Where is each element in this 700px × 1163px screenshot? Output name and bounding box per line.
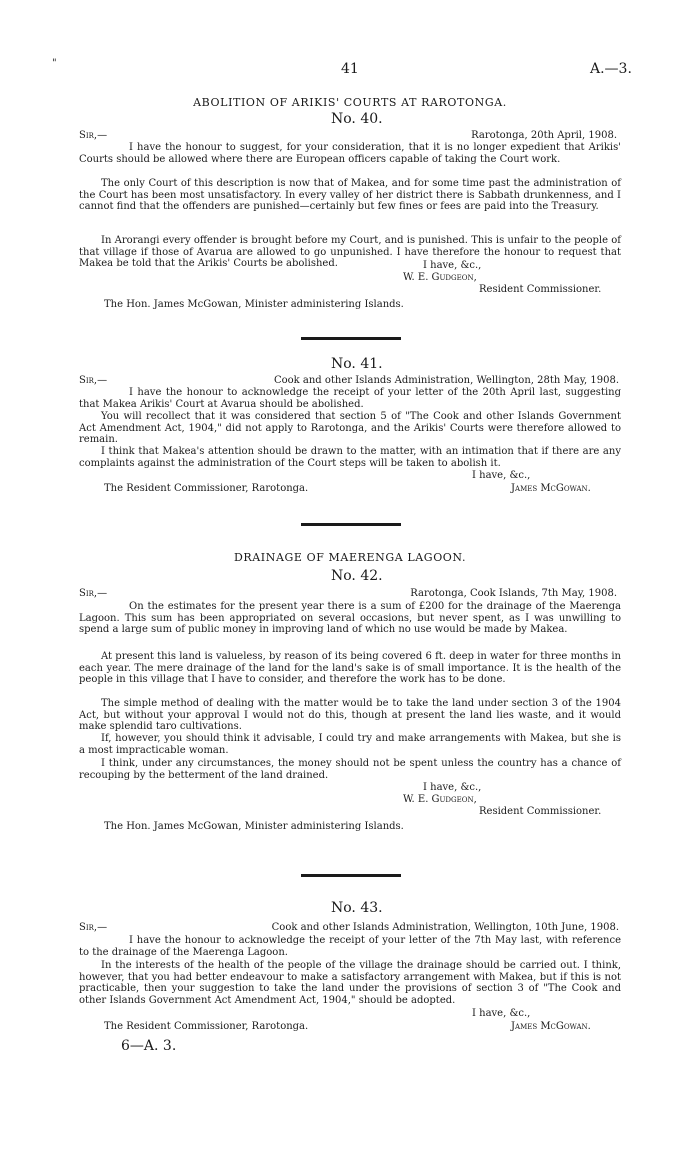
closing: I have, &c., bbox=[472, 1008, 531, 1019]
paragraph: At present this land is valueless, by reason of its being covered 6 ft. deep in water for three months in each year. The mere drainage of the land for the land's sake is of small importance. It is the health of the people in this village that I have to consider, and therefore the work has to be done. bbox=[79, 651, 621, 686]
addressee: The Resident Commissioner, Rarotonga. bbox=[104, 1021, 309, 1032]
dateline: Cook and other Islands Administration, Wellington, 10th June, 1908. bbox=[271, 922, 619, 933]
addressee: The Resident Commissioner, Rarotonga. bbox=[104, 483, 309, 494]
page-number: 41 bbox=[341, 61, 359, 77]
paragraph: You will recollect that it was considered that section 5 of "The Cook and other Islands Government Act Amendment Act, 1904," did not apply to Rarotonga, and the Arikis' Courts were therefore allowed to remain. bbox=[79, 411, 621, 446]
paragraph: The simple method of dealing with the matter would be to take the land under section 3 of the 1904 Act, but without your approval I would not do this, though at present the land lies waste, and it would make splendid taro cultivations. bbox=[79, 698, 621, 733]
paragraph: In Arorangi every offender is brought before my Court, and is punished. This is unfair to the people of that village if those of Avarua are allowed to go unpunished. I have therefore the honour to request that Makea be told that the Arikis' Courts be abolished. bbox=[79, 235, 621, 270]
paragraph: On the estimates for the present year there is a sum of £200 for the drainage of the Maerenga Lagoon. This sum has been appropriated on several occasions, but never spent, as I was unwilling to spend a large sum of public money in improving land of which no use would be made by Makea. bbox=[79, 601, 621, 636]
corner-mark: " bbox=[52, 58, 57, 69]
letter-number: No. 41. bbox=[331, 356, 383, 372]
signature: James McGowan. bbox=[511, 483, 591, 494]
closing: I have, &c., bbox=[472, 470, 531, 481]
section-divider bbox=[301, 874, 401, 877]
salutation: Sir,— bbox=[79, 922, 108, 933]
paragraph: If, however, you should think it advisable, I could try and make arrangements with Makea, but she is a most impracticable woman. bbox=[79, 733, 621, 756]
paragraph: I have the honour to suggest, for your consideration, that it is no longer expedient that Arikis' Courts should be allowed where there are European officers capable of taking the Court work. bbox=[79, 142, 621, 165]
closing: I have, &c., bbox=[423, 260, 482, 271]
section-title: ABOLITION OF ARIKIS' COURTS AT RAROTONGA. bbox=[193, 96, 507, 109]
paragraph: I think, under any circumstances, the money should not be spent unless the country has a chance of recouping by the betterment of the land drained. bbox=[79, 758, 621, 781]
dateline: Rarotonga, Cook Islands, 7th May, 1908. bbox=[410, 588, 617, 599]
letter-number: No. 43. bbox=[331, 900, 383, 916]
section-divider bbox=[301, 523, 401, 526]
signature-title: Resident Commissioner. bbox=[479, 806, 602, 817]
addressee: The Hon. James McGowan, Minister administering Islands. bbox=[104, 299, 404, 310]
signature-title: Resident Commissioner. bbox=[479, 284, 602, 295]
dateline: Cook and other Islands Administration, Wellington, 28th May, 1908. bbox=[273, 375, 619, 386]
addressee: The Hon. James McGowan, Minister administering Islands. bbox=[104, 821, 404, 832]
printer-signature-mark: 6—A. 3. bbox=[121, 1038, 177, 1054]
paragraph: I have the honour to acknowledge the receipt of your letter of the 20th April last, suggesting that Makea Arikis' Court at Avarua should be abolished. bbox=[79, 387, 621, 410]
closing: I have, &c., bbox=[423, 782, 482, 793]
signature: W. E. Gudgeon, bbox=[403, 272, 477, 283]
salutation: Sir,— bbox=[79, 375, 108, 386]
salutation: Sir,— bbox=[79, 130, 108, 141]
series-reference: A.—3. bbox=[590, 61, 632, 77]
signature: James McGowan. bbox=[511, 1021, 591, 1032]
paragraph: I think that Makea's attention should be drawn to the matter, with an intimation that if there are any complaints against the administration of the Court steps will be taken to abolish it. bbox=[79, 446, 621, 469]
paragraph: In the interests of the health of the people of the village the drainage should be carried out. I think, however, that you had better endeavour to make a satisfactory arrangement with Makea, but if this is not practicable, then your suggestion to take the land under the provisions of section 3 of "The Cook and other Islands Government Act Amendment Act, 1904," should be adopted. bbox=[79, 960, 621, 1006]
letter-number: No. 42. bbox=[331, 568, 383, 584]
salutation: Sir,— bbox=[79, 588, 108, 599]
paragraph: The only Court of this description is now that of Makea, and for some time past the administration of the Court has been most unsatisfactory. In every valley of her district there is Sabbath drunkenness, and I cannot find that the offenders are punished—certainly but few fines or fees are paid into the Treasury. bbox=[79, 178, 621, 213]
section-divider bbox=[301, 337, 401, 340]
letter-number: No. 40. bbox=[331, 111, 383, 127]
signature: W. E. Gudgeon, bbox=[403, 794, 477, 805]
dateline: Rarotonga, 20th April, 1908. bbox=[471, 130, 617, 141]
section-title: DRAINAGE OF MAERENGA LAGOON. bbox=[233, 551, 467, 564]
paragraph: I have the honour to acknowledge the receipt of your letter of the 7th May last, with reference to the drainage of the Maerenga Lagoon. bbox=[79, 935, 621, 958]
